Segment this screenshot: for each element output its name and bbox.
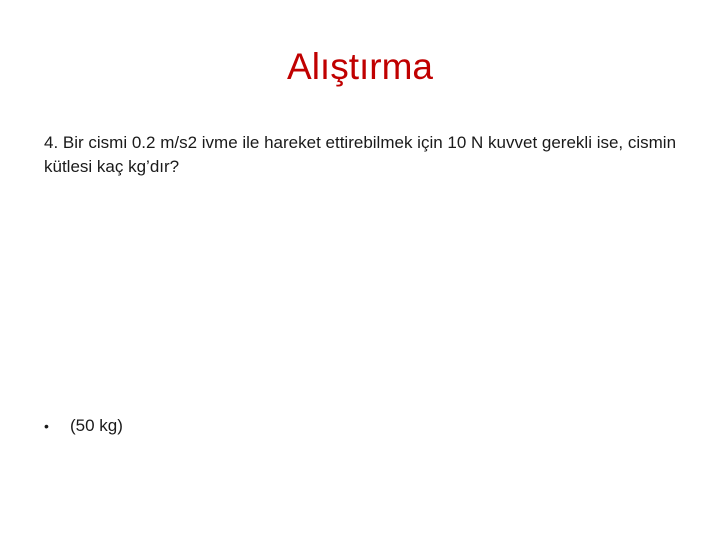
- slide-title: Alıştırma: [287, 46, 433, 87]
- answer-list: [44, 414, 123, 438]
- answer-text: (50 kg): [70, 416, 123, 435]
- list-item: [44, 414, 123, 438]
- question-text: 4. Bir cismi 0.2 m/s2 ivme ile hareket ettirebilmek için 10 N kuvvet gerekli ise, cismin kütlesi kaç kg’dır?: [44, 133, 677, 176]
- bullet-icon: •: [44, 418, 49, 434]
